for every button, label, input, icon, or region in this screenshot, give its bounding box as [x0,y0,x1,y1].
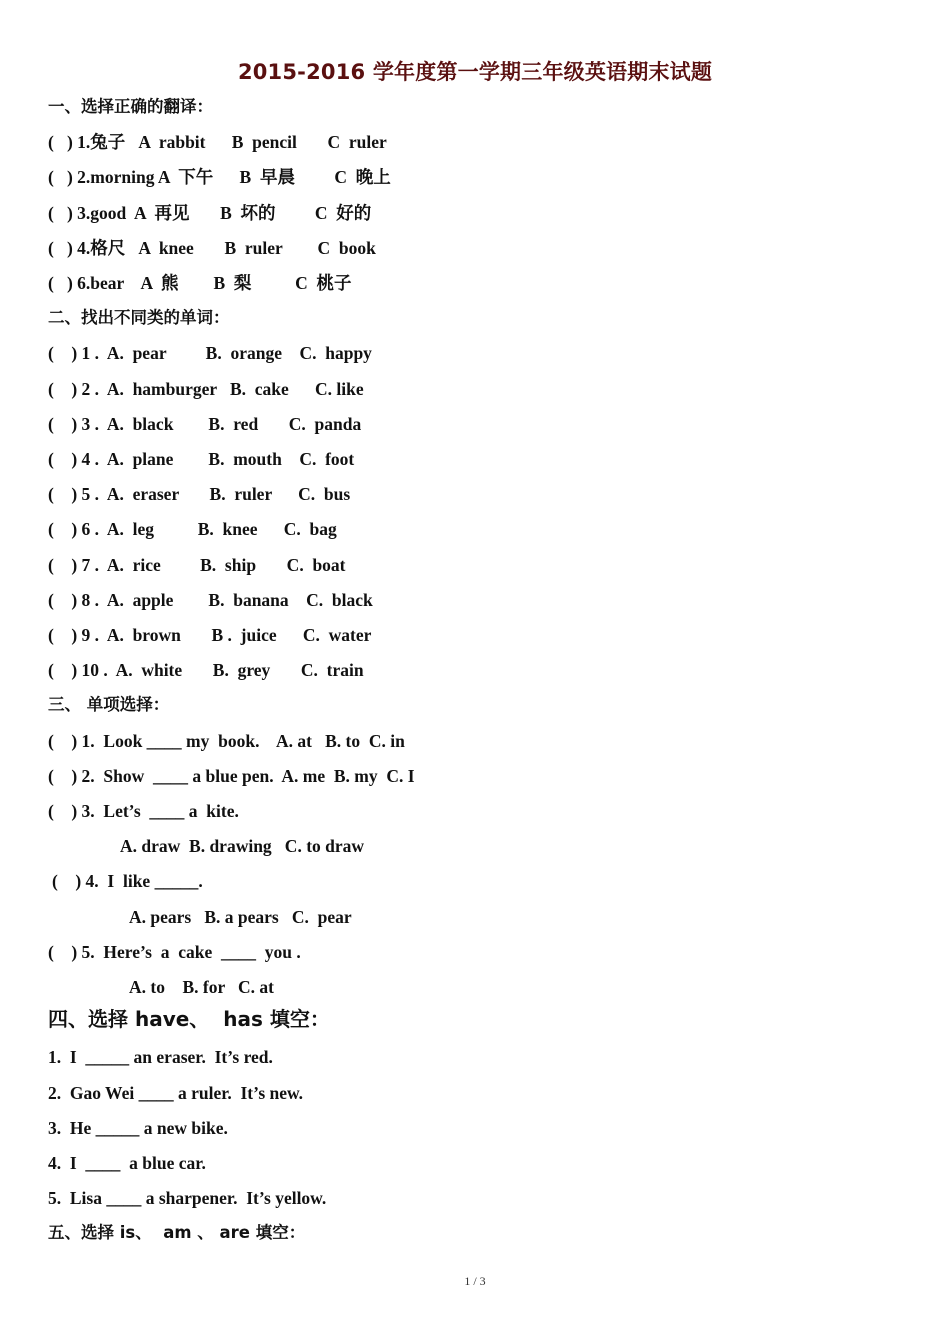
question-line: 4. I ____ a blue car. [48,1153,206,1173]
question-line: ( ) 7 . A. rice B. ship C. boat [48,554,346,575]
question-line: ( ) 1. Look ____ my book. A. at B. to C. in [48,730,405,751]
question-line: A. pears B. a pears C. pear [129,906,352,927]
question-line: ( ) 5 . A. eraser B. ruler C. bus [48,484,351,505]
question-line: ( ) 2 . A. hamburger B. cake C. like [48,378,364,399]
section-heading: 四、选择 have、 has 填空： [48,1007,330,1032]
question-line: A. draw B. drawing C. to draw [120,836,365,857]
section-heading: 五、选择 is、 am 、 are 填空： [48,1223,306,1243]
question-line: ( ) 6 . A. leg B. knee C. bag [48,519,337,540]
question-line: ( ) 3. Let’s ____ a kite. [48,801,239,821]
question-line: ( ) 1 . A. pear B. orange C. happy [48,343,372,364]
page-title: 2015-2016 学年度第一学期三年级英语期末试题 [237,60,713,84]
question-line: 5. Lisa ____ a sharpener. It’s yellow. [48,1188,327,1209]
section-heading: 一、选择正确的翻译： [48,97,213,116]
section-heading: 三、 单项选择： [48,695,170,715]
question-line: ( ) 6.bear A 熊 B 梨 C 桃子 [48,273,352,293]
section-heading: 二、找出不同类的单词： [48,308,230,328]
question-line: ( ) 4.格尺 A knee B ruler C book [48,237,376,258]
question-line: ( ) 2. Show ____ a blue pen. A. me B. my C. I [48,765,415,786]
question-line: 3. He _____ a new bike. [48,1117,228,1138]
question-line: ( ) 8 . A. apple B. banana C. black [48,589,373,610]
question-line: ( ) 4. I like _____. [52,871,203,892]
question-line: ( ) 9 . A. brown B . juice C. water [48,625,372,645]
question-line: ( ) 4 . A. plane B. mouth C. foot [48,449,355,469]
question-line: ( ) 3.good A 再见 B 坏的 C 好的 [48,202,372,223]
question-line: ( ) 3 . A. black B. red C. panda [48,413,362,434]
question-line: ( ) 5. Here’s a cake ____ you . [48,941,301,962]
question-line: ( ) 10 . A. white B. grey C. train [48,660,364,681]
question-line: ( ) 1.兔子 A rabbit B pencil C ruler [48,132,387,153]
question-line: A. to B. for C. at [129,977,275,997]
question-line: ( ) 2.morning A 下午 B 早晨 C 晚上 [48,167,391,188]
question-line: 2. Gao Wei ____ a ruler. It’s new. [48,1082,304,1103]
question-line: 1. I _____ an eraser. It’s red. [48,1047,273,1068]
page-number: 1 / 3 [464,1274,486,1288]
